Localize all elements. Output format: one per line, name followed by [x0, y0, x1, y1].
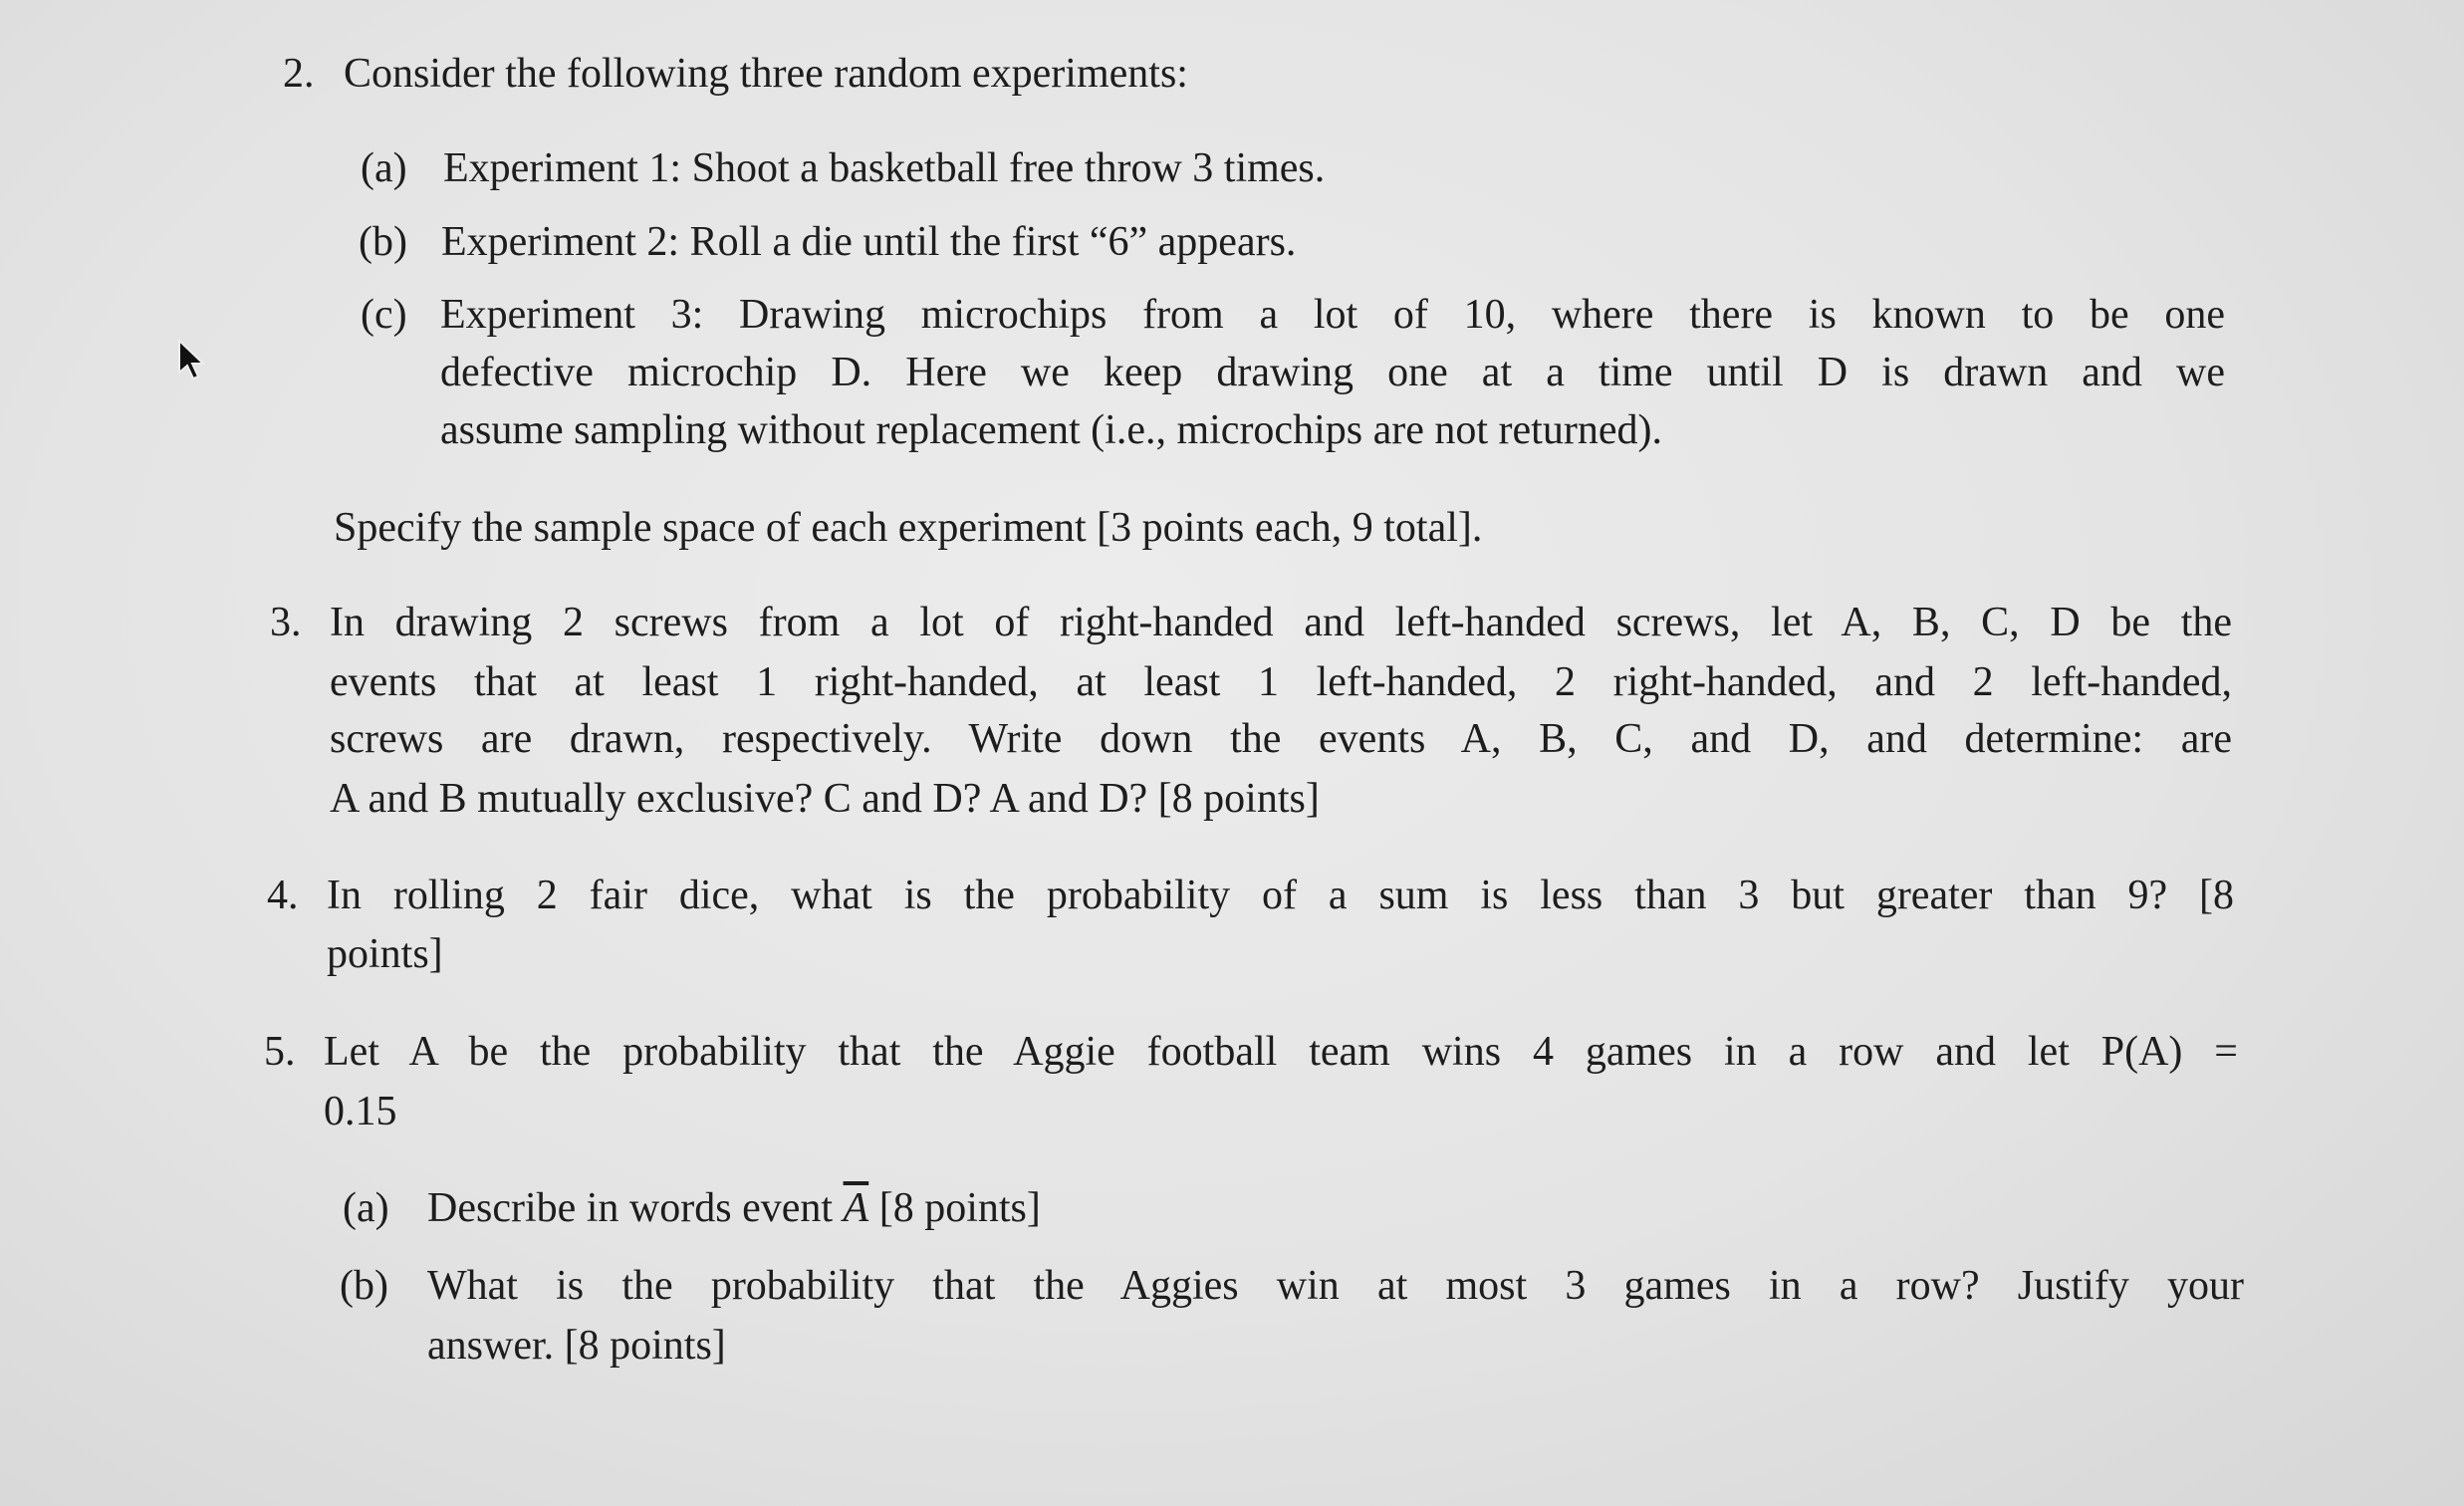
question-line: In rolling 2 fair dice, what is the probability of a sum is less than 3 but greater than 9? [8 [327, 873, 2234, 918]
mouse-cursor-icon [175, 339, 215, 388]
item-text: Experiment 2: Roll a die until the first “6” appears. [441, 219, 1297, 265]
question-line: points] [327, 931, 443, 977]
item-text-line: assume sampling without replacement (i.e., microchips are not returned). [440, 407, 1662, 453]
item-text-line: defective microchip D. Here we keep drawing one at a time until D is drawn and we [440, 350, 2225, 395]
item-label: (a) [361, 145, 407, 191]
question-number: 3. [270, 600, 302, 645]
item-text-suffix: [8 points] [868, 1185, 1041, 1231]
complement-event: $\overline{A}$ [843, 1185, 869, 1231]
question-line: A and B mutually exclusive? C and D? A and D? [8 points] [330, 776, 1320, 822]
question-number: 5. [264, 1029, 296, 1075]
question-number: 2. [283, 51, 315, 97]
item-text-line: answer. [8 points] [427, 1323, 726, 1369]
item-label: (c) [361, 292, 407, 338]
item-text: Experiment 1: Shoot a basketball free throw 3 times. [443, 145, 1326, 191]
item-text [427, 1179, 1041, 1237]
question-line: events that at least 1 right-handed, at least 1 left-handed, 2 right-handed, and 2 left-handed, [330, 659, 2232, 705]
item-label: (b) [340, 1263, 388, 1309]
instruction-text: Specify the sample space of each experiment [3 points each, 9 total]. [334, 505, 1483, 551]
item-label: (a) [343, 1185, 389, 1231]
question-number: 4. [267, 873, 299, 918]
item-text-prefix: Describe in words event [427, 1185, 844, 1231]
item-label: (b) [359, 219, 407, 265]
question-line: In drawing 2 screws from a lot of right-handed and left-handed screws, let A, B, C, D be the [330, 600, 2232, 645]
question-text: Consider the following three random experiments: [344, 51, 1188, 97]
item-text-line: What is the probability that the Aggies win at most 3 games in a row? Justify your [427, 1263, 2244, 1309]
question-line: 0.15 [324, 1089, 397, 1134]
item-text-line: Experiment 3: Drawing microchips from a lot of 10, where there is known to be one [440, 292, 2225, 338]
question-line: Let A be the probability that the Aggie football team wins 4 games in a row and let P(A) = [324, 1029, 2238, 1075]
question-line: screws are drawn, respectively. Write down the events A, B, C, and D, and determine: are [330, 716, 2232, 762]
